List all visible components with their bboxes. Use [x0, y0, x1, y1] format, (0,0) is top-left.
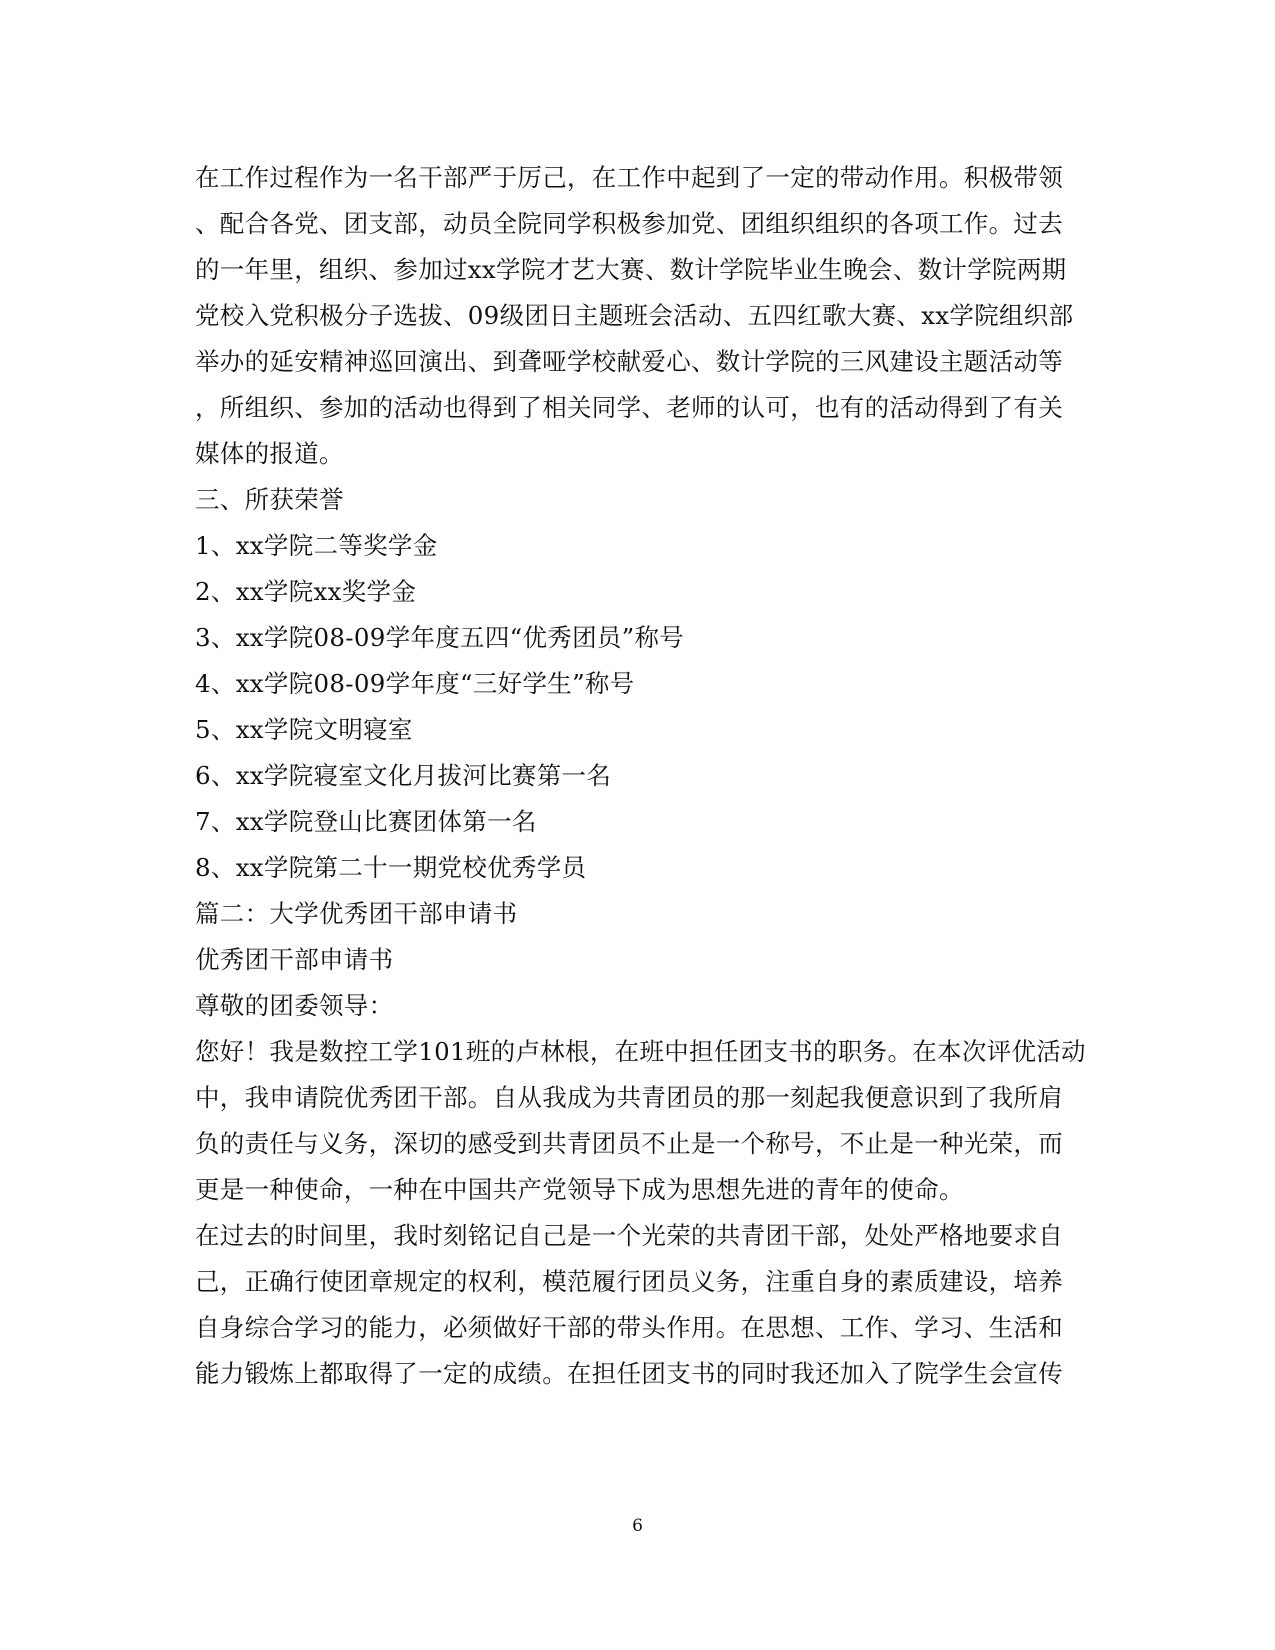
- text-line: 的一年里，组织、参加过xx学院才艺大赛、数计学院毕业生晚会、数计学院两期: [195, 255, 1067, 284]
- honor-item: 1、xx学院二等奖学金: [195, 531, 438, 560]
- page-number: 6: [632, 1516, 643, 1536]
- text-line: 媒体的报道。: [195, 439, 344, 468]
- honor-item: 7、xx学院登山比赛团体第一名: [195, 807, 537, 836]
- letter-title: 优秀团干部申请书: [195, 945, 394, 974]
- honor-item: 8、xx学院第二十一期党校优秀学员: [195, 853, 587, 882]
- text-line: 在工作过程作为一名干部严于厉己，在工作中起到了一定的带动作用。积极带领: [195, 163, 1063, 192]
- text-line: 己，正确行使团章规定的权利，模范履行团员义务，注重自身的素质建设，培养: [195, 1267, 1063, 1296]
- honor-item: 6、xx学院寝室文化月拔河比赛第一名: [195, 761, 612, 790]
- text-line: ，所组织、参加的活动也得到了相关同学、老师的认可，也有的活动得到了有关: [195, 393, 1063, 422]
- text-line: 中，我申请院优秀团干部。自从我成为共青团员的那一刻起我便意识到了我所肩: [195, 1083, 1063, 1112]
- text-line: 负的责任与义务，深切的感受到共青团员不止是一个称号，不止是一种光荣，而: [195, 1129, 1063, 1158]
- text-line: 更是一种使命，一种在中国共产党领导下成为思想先进的青年的使命。: [195, 1175, 964, 1204]
- honor-item: 3、xx学院08-09学年度五四“优秀团员”称号: [195, 623, 685, 652]
- text-line: 您好！我是数控工学101班的卢林根，在班中担任团支书的职务。在本次评优活动: [195, 1037, 1086, 1066]
- text-line: 在过去的时间里，我时刻铭记自己是一个光荣的共青团干部，处处严格地要求自: [195, 1221, 1063, 1250]
- salutation: 尊敬的团委领导：: [195, 991, 394, 1020]
- text-line: 党校入党积极分子选拔、09级团日主题班会活动、五四红歌大赛、xx学院组织部: [195, 301, 1074, 330]
- honor-item: 5、xx学院文明寝室: [195, 715, 413, 744]
- text-line: 能力锻炼上都取得了一定的成绩。在担任团支书的同时我还加入了院学生会宣传: [195, 1359, 1063, 1388]
- text-line: 举办的延安精神巡回演出、到聋哑学校献爱心、数计学院的三风建设主题活动等: [195, 347, 1063, 376]
- text-line: 、配合各党、团支部，动员全院同学积极参加党、团组织组织的各项工作。过去: [195, 209, 1063, 238]
- text-line: 自身综合学习的能力，必须做好干部的带头作用。在思想、工作、学习、生活和: [195, 1313, 1063, 1342]
- chapter-heading: 篇二：大学优秀团干部申请书: [195, 899, 518, 928]
- honor-item: 4、xx学院08-09学年度“三好学生”称号: [195, 669, 635, 698]
- honor-item: 2、xx学院xx奖学金: [195, 577, 417, 606]
- section-heading: 三、所获荣誉: [195, 485, 344, 514]
